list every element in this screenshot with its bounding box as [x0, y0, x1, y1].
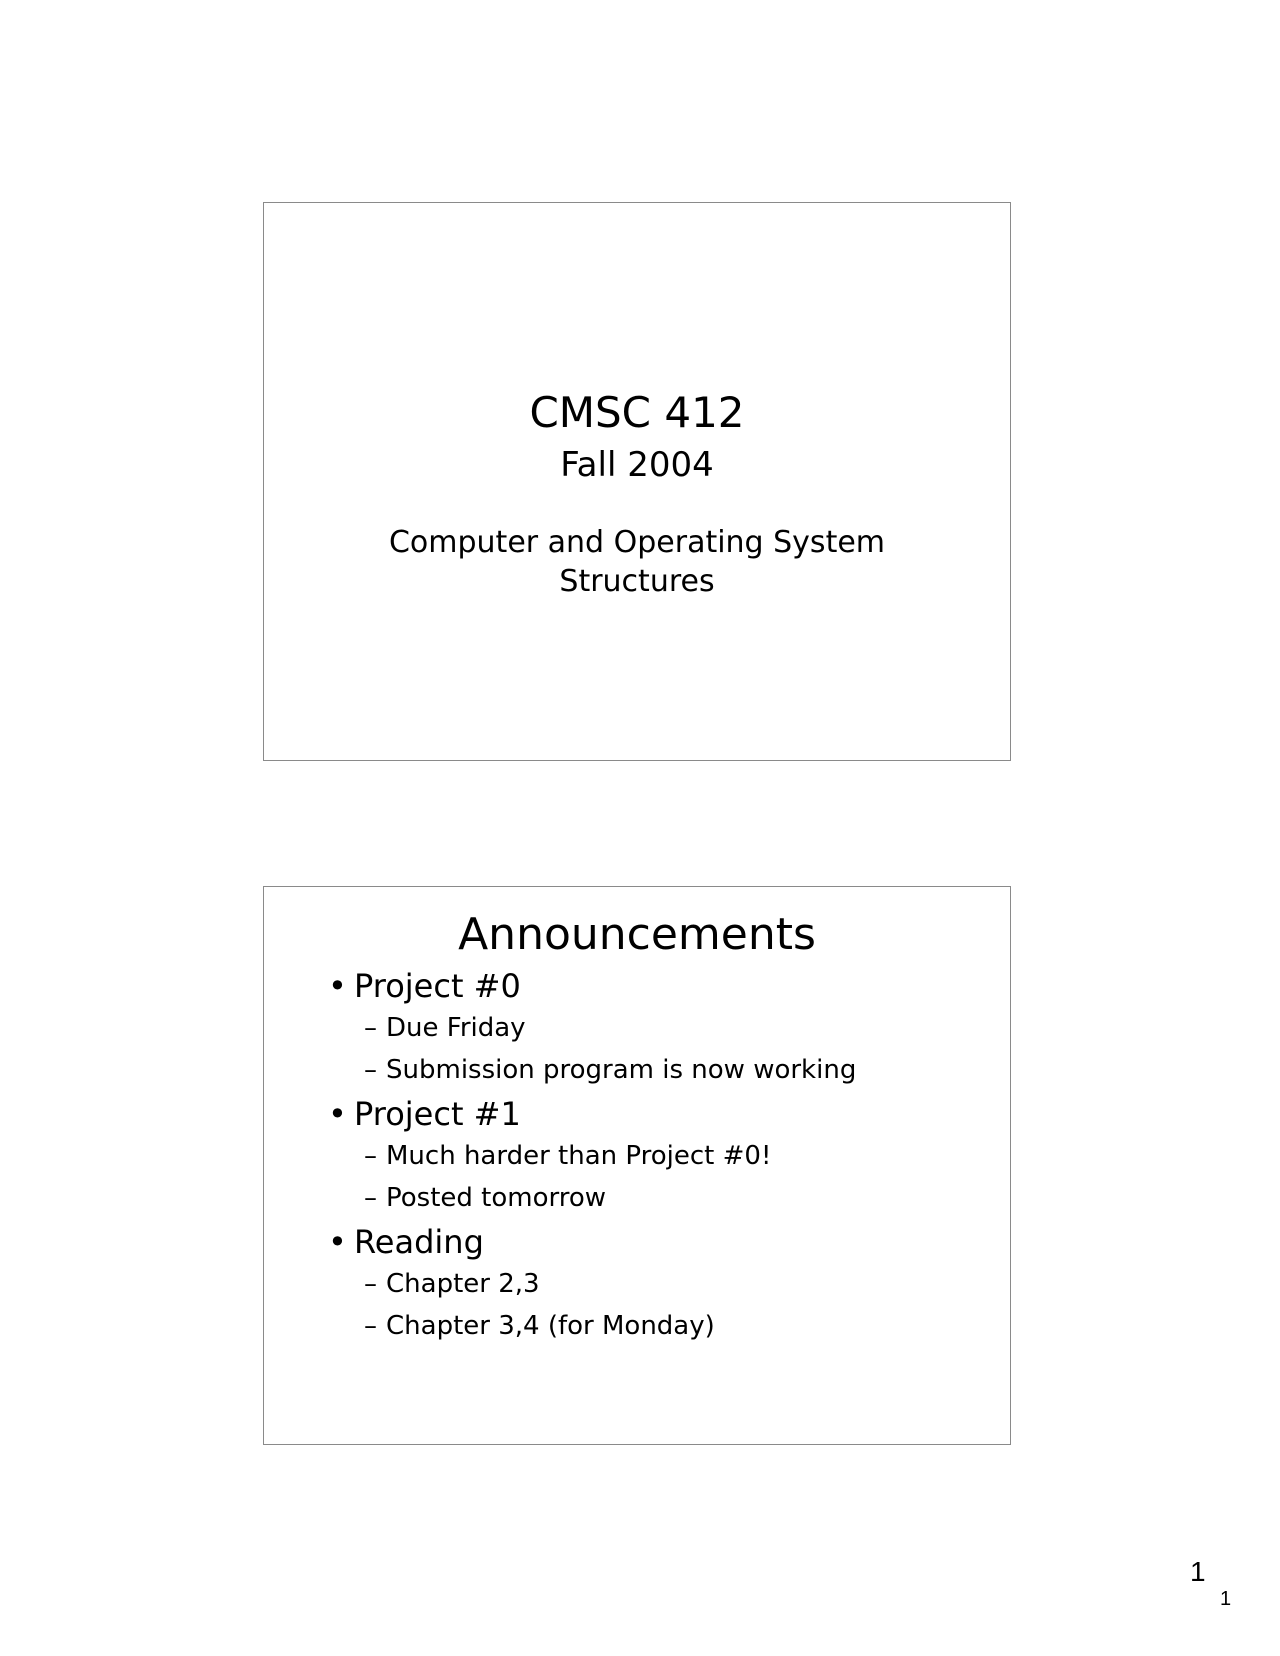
bullet-group — [328, 965, 990, 1091]
sub-text: Submission program is now working — [386, 1055, 857, 1085]
sub-text: Chapter 2,3 — [386, 1269, 540, 1299]
announcements-heading: Announcements — [458, 909, 816, 960]
bullet-mark: • — [328, 1223, 347, 1261]
slide-title-heading: CMSC 412 — [529, 388, 745, 437]
subtitle-line: Structures — [559, 564, 715, 599]
announcements-list — [328, 965, 990, 1349]
sub-mark: – — [364, 1269, 377, 1299]
bullet-mark: • — [328, 967, 347, 1005]
bullet-text: Project #0 — [354, 967, 521, 1005]
bullet-item — [328, 1221, 990, 1263]
slide-title — [263, 202, 1011, 761]
sub-item — [328, 1135, 990, 1177]
sub-text: Chapter 3,4 (for Monday) — [386, 1311, 715, 1341]
sub-item — [328, 1305, 990, 1347]
sub-item — [328, 1049, 990, 1091]
bullet-group — [328, 1221, 990, 1347]
bullet-item — [328, 965, 990, 1007]
bullet-group — [328, 1093, 990, 1219]
sub-mark: – — [364, 1311, 377, 1341]
sub-text: Posted tomorrow — [386, 1183, 607, 1213]
bullet-text: Project #1 — [354, 1095, 521, 1133]
sub-item — [328, 1007, 990, 1049]
slide-number: 1 — [1190, 1556, 1206, 1587]
sub-text: Due Friday — [386, 1013, 526, 1043]
bullet-mark: • — [328, 1095, 347, 1133]
sub-mark: – — [364, 1141, 377, 1171]
bullet-item — [328, 1093, 990, 1135]
slide-title-subtitle — [264, 523, 1010, 601]
slide-title-term: Fall 2004 — [560, 445, 714, 485]
slide-announcements — [263, 886, 1011, 1445]
sub-mark: – — [364, 1183, 377, 1213]
sub-mark: – — [364, 1055, 377, 1085]
bullet-text: Reading — [354, 1223, 484, 1261]
subtitle-line: Computer and Operating System — [388, 525, 886, 560]
sub-item — [328, 1177, 990, 1219]
page-number: 1 — [1220, 1588, 1232, 1610]
sub-text: Much harder than Project #0! — [386, 1141, 772, 1171]
sub-mark: – — [364, 1013, 377, 1043]
sub-item — [328, 1263, 990, 1305]
